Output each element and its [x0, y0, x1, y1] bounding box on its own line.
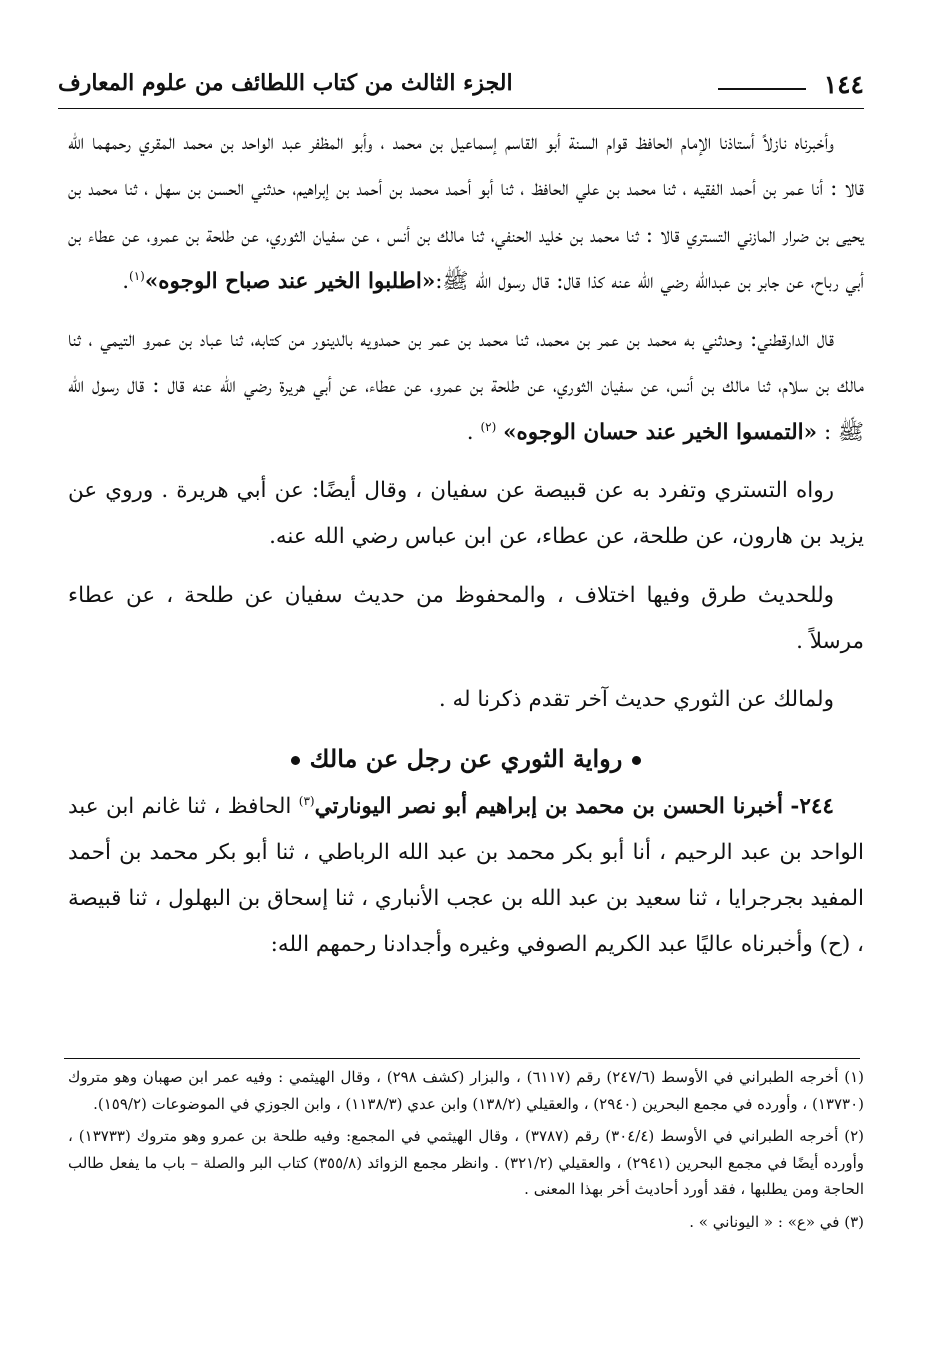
- running-title: الجزء الثالث من كتاب اللطائف من علوم المعارف: [58, 70, 513, 96]
- main-text: [68, 120, 864, 969]
- entry-lead: أخبرنا الحسن بن محمد بن إبراهيم أبو نصر اليونارتي: [314, 793, 784, 819]
- paragraph-3: رواه التستري وتفرد به عن قبيصة عن سفيان ، وقال أيضًا: عن أبي هريرة . وروي عن يزيد بن هارون، عن طلحة، عن عطاء، عن ابن عباس رضي الله عنه.: [68, 478, 864, 550]
- paragraph-1: وأخبرناه نازلاً أستاذنا الإمام الحافظ قوام السنة أبو القاسم إسماعيل بن محمد ، وأبو المظفر عبد الواحد بن محمد المقري رحمهما الله قالا : أنا عمر بن أحمد الفقيه ، ثنا محمد بن علي الحافظ ، ثنا أبو أحمد محمد بن أحمد بن إبراهيم، حدثني الحسن بن سهل ، ثنا محمد بن يحيى بن ضرار المازني التستري قالا : ثنا محمد بن خليد الحنفي، ثنا مالك بن أنس ، عن سفيان الثوري، عن طلحة بن عمرو، عن عطاء بن أبي رباح، عن جابر بن عبدالله رضي الله عنه كذا قال: قال رسول الله ﷺ:«اطلبوا الخير عند صباح الوجوه»$^{(١)}$.: [68, 130, 864, 294]
- footnote-ref-3: (٣): [298, 793, 315, 808]
- entry-244: ٢٤٤- أخبرنا الحسن بن محمد بن إبراهيم أبو نصر اليونارتي$^{(٣)}$ الحافظ ، ثنا غانم ابن عبد الواحد بن عبد الرحيم ، أنا أبو بكر محمد بن عبد الله الرباطي ، ثنا أبو بكر محمد بن أحمد المفيد بجرجرايا ، ثنا سعيد بن عبد الله بن عجب الأنباري ، ثنا إسحاق بن البهلول ، ثنا قبيصة ، (ح) وأخبرناه عاليًا عبد الكريم الصوفي وغيره وأجدادنا رحمهم الله:: [68, 793, 864, 958]
- section-heading: رواية الثوري عن رجل عن مالك: [68, 736, 864, 782]
- hadith-quote-2: «التمسوا الخير عند حسان الوجوه»: [503, 419, 818, 445]
- entry-number: ٢٤٤-: [790, 793, 834, 819]
- paragraph-4: وللحديث طرق وفيها اختلاف ، والمحفوظ من حديث سفيان عن طلحة ، عن عطاء مرسلاً .: [68, 582, 864, 654]
- hadith-quote-1: «اطلبوا الخير عند صباح الوجوه»: [144, 268, 436, 294]
- bullet-icon: [291, 756, 300, 765]
- page-number: ١٤٤: [823, 70, 864, 99]
- footnotes: [68, 1064, 864, 1236]
- running-header: [58, 70, 864, 110]
- footnote-2: (٢) أخرجه الطبراني في الأوسط (٣٠٤/٤) رقم (٣٧٨٧) ، وقال الهيثمي في المجمع: وفيه طلحة بن عمرو وهو متروك (١٣٧٣٣) ، وأورده أيضًا في مجمع البحرين (٢٩٤١) ، والعقيلي (٣٢١/٢) . وانظر مجمع الزوائد (٣٥٥/٨) كتاب البر والصلة – باب ما يفعل طالب الحاجة ومن يطلبها ، فقد أورد أحاديث أخر بهذا المعنى .: [68, 1127, 865, 1199]
- bullet-icon: [632, 756, 641, 765]
- footnote-ref-1: (١): [129, 268, 145, 283]
- footnote-divider: [64, 1058, 860, 1059]
- header-dash: [718, 88, 806, 90]
- footnote-ref-2: (٢): [480, 419, 497, 434]
- paragraph-5: ولمالك عن الثوري حديث آخر تقدم ذكرنا له .: [438, 687, 834, 713]
- paragraph-2: قال الدارقطني: وحدثني به محمد بن عمر بن محمد، ثنا محمد بن عمر بن حمدويه بالدينور من كتابه، ثنا عباد بن عمرو التيمي ، ثنا مالك بن سلام، ثنا مالك بن أنس، عن سفيان الثوري، عن طلحة بن عمرو، عن عطاء، عن أبي هريرة رضي الله عنه قال : قال رسول الله ﷺ : «التمسوا الخير عند حسان الوجوه» $^{(٢)}$ .: [68, 327, 864, 445]
- footnote-1: (١) أخرجه الطبراني في الأوسط (٢٤٧/٦) رقم (٦١١٧) ، والبزار (كشف ٢٩٨) ، وقال الهيثمي : وفيه عمر ابن صهبان وهو متروك (١٣٧٣٠) ، وأورده في مجمع البحرين (٢٩٤٠) ، والعقيلي (١٣٨/٢) وابن عدي (١١٣٨/٣) ، وابن الجوزي في الموضوعات (١٥٩/٢).: [68, 1068, 864, 1113]
- footnote-3: (٣) في «ع» : « اليوناني » .: [689, 1212, 864, 1231]
- header-rule: [58, 108, 864, 109]
